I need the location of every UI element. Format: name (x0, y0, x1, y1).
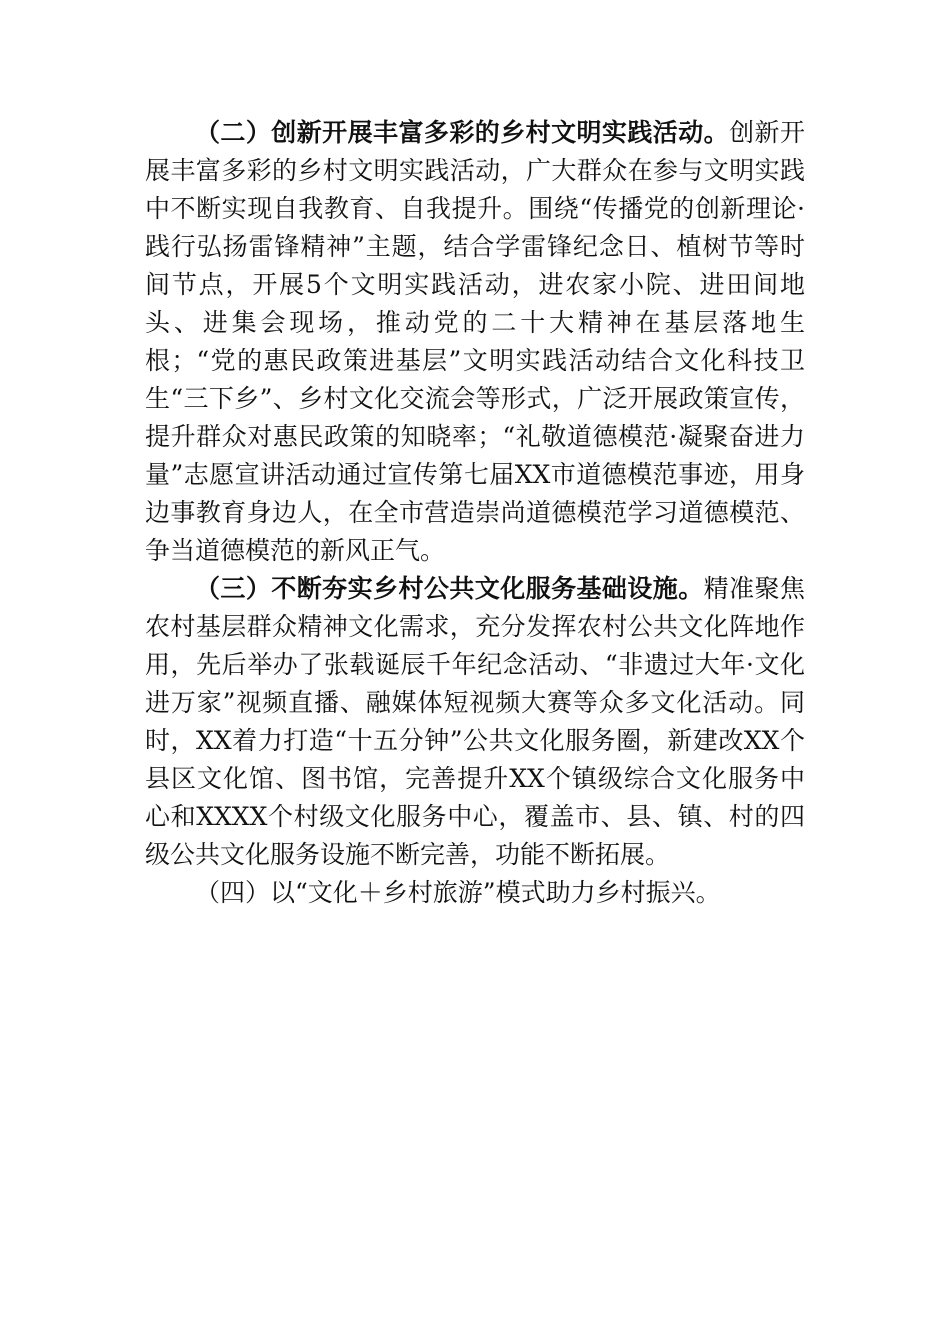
document-body (145, 114, 805, 912)
paragraph-4 (145, 874, 805, 912)
paragraph-3 (145, 570, 805, 874)
section-heading-2: （二）创新开展丰富多彩的乡村文明实践活动。 (195, 118, 730, 147)
section-heading-3: （三）不断夯实乡村公共文化服务基础设施。 (195, 574, 704, 603)
paragraph-text-2: 创新开展丰富多彩的乡村文明实践活动，广大群众在参与文明实践中不断实现自我教育、自我提升。围绕“传播党的创新理论·践行弘扬雷锋精神”主题，结合学雷锋纪念日、植树节等时间节点，开展5个文明实践活动，进农家小院、进田间地头、进集会现场，推动党的二十大精神在基层落地生根；“党的惠民政策进基层”文明实践活动结合文化科技卫生“三下乡”、乡村文化交流会等形式，广泛开展政策宣传，提升群众对惠民政策的知晓率；“礼敬道德模范·凝聚奋进力量”志愿宣讲活动通过宣传第七届XX市道德模范事迹，用身边事教育身边人，在全市营造崇尚道德模范学习道德模范、争当道德模范的新风正气。 (145, 118, 805, 565)
paragraph-text-3: 精准聚焦农村基层群众精神文化需求，充分发挥农村公共文化阵地作用，先后举办了张载诞辰千年纪念活动、“非遗过大年·文化进万家”视频直播、融媒体短视频大赛等众多文化活动。同时，XX着力打造“十五分钟”公共文化服务圈，新建改XX个县区文化馆、图书馆，完善提升XX个镇级综合文化服务中心和XXXX个村级文化服务中心，覆盖市、县、镇、村的四级公共文化服务设施不断完善，功能不断拓展。 (145, 574, 805, 869)
section-heading-4: （四）以“文化＋乡村旅游”模式助力乡村振兴。 (195, 878, 721, 907)
paragraph-2 (145, 114, 805, 570)
